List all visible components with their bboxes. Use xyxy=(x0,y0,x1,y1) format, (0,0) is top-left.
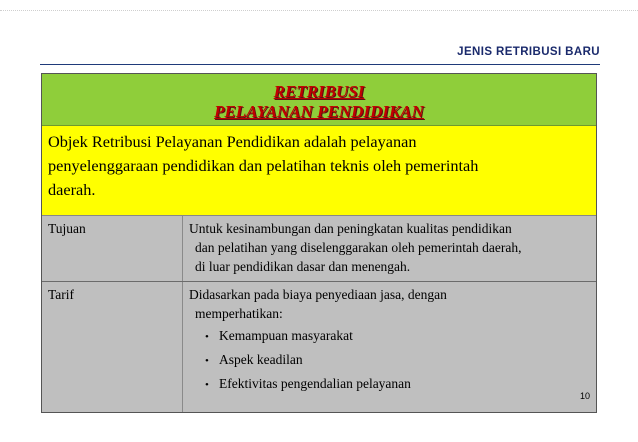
tujuan-line-1: Untuk kesinambungan dan peningkatan kualitas pendidikan xyxy=(189,221,512,236)
bullet-text-3: Efektivitas pengendalian pelayanan xyxy=(219,376,411,391)
slide-header-title: JENIS RETRIBUSI BARU xyxy=(457,46,600,58)
row-tujuan xyxy=(42,216,596,281)
tarif-line-2: memperhatikan: xyxy=(195,306,283,321)
list-item xyxy=(205,351,590,370)
list-item xyxy=(205,327,590,346)
title-line-2: PELAYANAN PENDIDIKAN xyxy=(214,102,424,121)
bullet-text-1: Kemampuan masyarakat xyxy=(219,328,353,343)
bullet-text-2: Aspek keadilan xyxy=(219,352,303,367)
object-line-2: penyelenggaraan pendidikan dan pelatihan teknis oleh pemerintah xyxy=(48,156,479,175)
tarif-bullet-list xyxy=(189,327,590,394)
tujuan-line-2: dan pelatihan yang diselenggarakan oleh pemerintah daerah, xyxy=(195,240,522,255)
content-table xyxy=(41,73,597,413)
title-block xyxy=(42,74,596,126)
bullet-icon: • xyxy=(205,355,209,367)
row-tarif xyxy=(42,281,596,412)
bullet-icon: • xyxy=(205,379,209,391)
tujuan-value xyxy=(183,216,596,281)
title-line-1: RETRIBUSI xyxy=(273,82,365,101)
object-line-3: daerah. xyxy=(48,180,96,199)
object-description xyxy=(42,126,596,216)
tarif-line-1: Didasarkan pada biaya penyediaan jasa, dengan xyxy=(189,287,447,302)
tujuan-label: Tujuan xyxy=(42,216,183,281)
tarif-label: Tarif xyxy=(42,282,183,412)
tarif-value xyxy=(183,282,596,412)
object-line-1: Objek Retribusi Pelayanan Pendidikan adalah pelayanan xyxy=(48,132,417,151)
page-number: 10 xyxy=(579,391,590,401)
header-rule xyxy=(40,64,600,65)
bullet-icon: • xyxy=(205,331,209,343)
tujuan-line-3: di luar pendidikan dasar dan menengah. xyxy=(195,259,411,274)
top-dotted-divider xyxy=(0,10,638,11)
list-item xyxy=(205,375,590,394)
